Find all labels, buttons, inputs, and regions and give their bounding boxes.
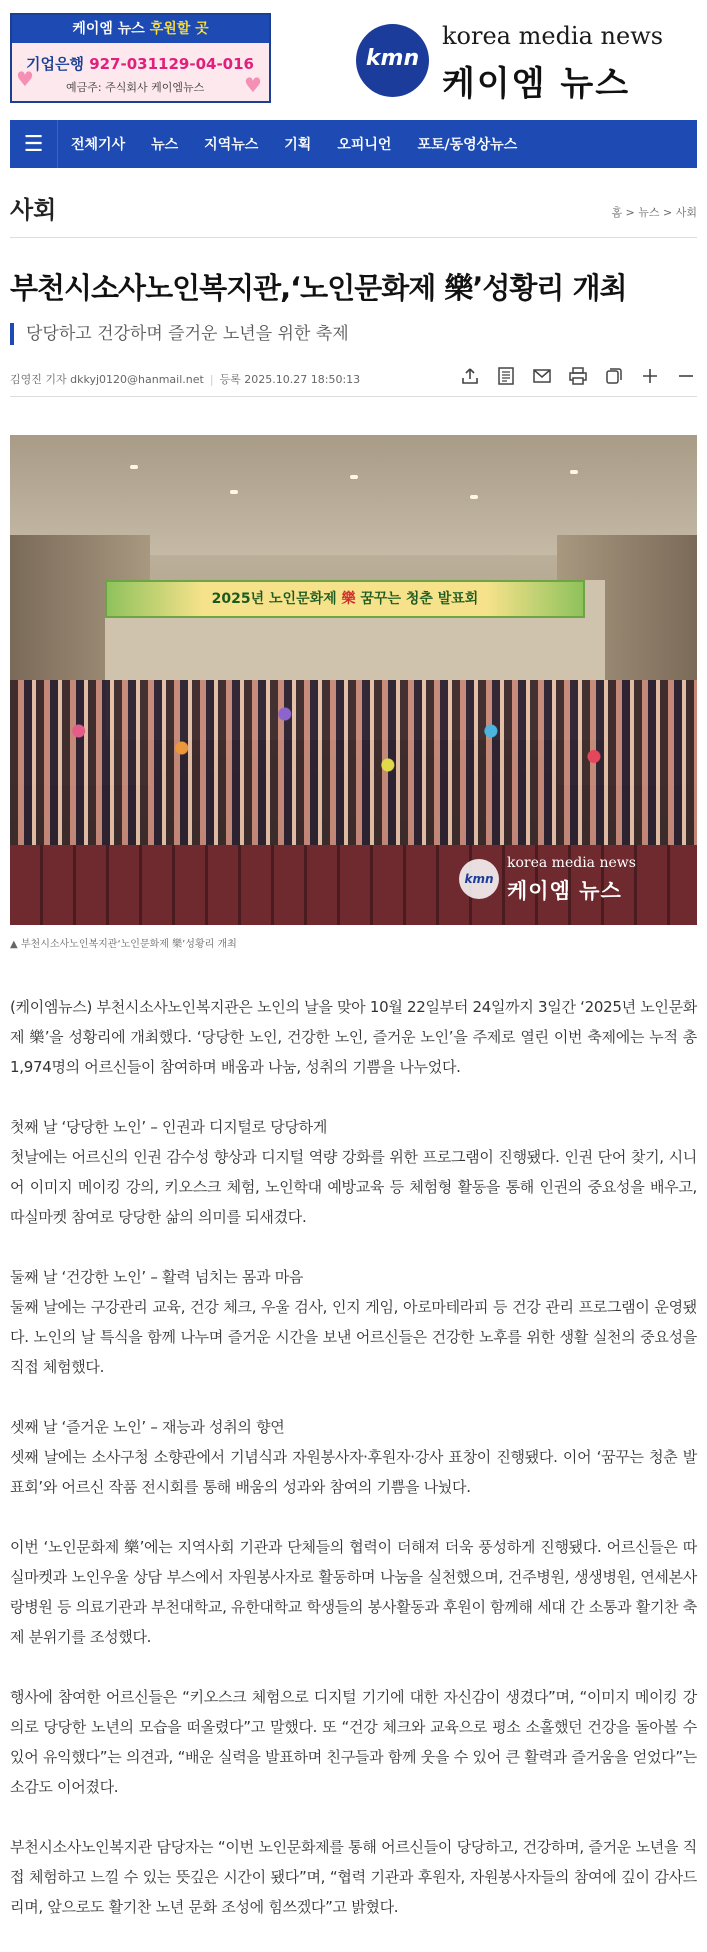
logo-english: korea media news [442, 22, 664, 50]
sponsor-ad-banner[interactable] [10, 13, 271, 103]
article [10, 266, 697, 1922]
heart-icon: ♥ [16, 67, 34, 91]
logo-badge: kmn [356, 24, 429, 97]
ad-account-holder: 예금주: 주식회사 케이엠뉴스 [66, 81, 205, 94]
paragraph: 첫째 날 ‘당당한 노인’ – 인권과 디지털로 당당하게 첫날에는 어르신의 인권 감수성 향상과 디지털 역량 강화를 위한 프로그램이 진행됐다. 인권 단어 찾기, 시니어 이미지 메이킹 강의, 키오스크 체험, 노인학대 예방교육 등 체험형 활동을 통해 인권의 중요성을 배우고, 따실마켓 참여로 당당한 삶의 의미를 되새겼다. [10, 1118, 697, 1226]
paragraph: 행사에 참여한 어르신들은 “키오스크 체험으로 디지털 기기에 대한 자신감이 생겼다”며, “이미지 메이킹 강의로 당당한 노년의 모습을 떠올렸다”고 말했다. 또 “건강 체크와 교육으로 평소 소홀했던 건강을 돌아볼 수 있어 유익했다”는 의견과, “배운 실력을 발표하며 친구들과 함께 웃을 수 있어 큰 활력과 즐거움을 얻었다”는 소감도 이어졌다. [10, 1688, 697, 1796]
font-down-icon[interactable] [675, 365, 697, 387]
photo-crowd [10, 680, 697, 850]
article-photo[interactable] [10, 435, 697, 925]
section-title: 사회 [10, 196, 57, 224]
ceiling-light [470, 495, 478, 499]
paragraph: 이번 ‘노인문화제 樂’에는 지역사회 기관과 단체들의 협력이 더해져 더욱 풍성하게 진행됐다. 어르신들은 따실마켓과 노인우울 상담 부스에서 자원봉사자로 활동하며 나눔을 실천했으며, 건주병원, 생생병원, 연세본사랑병원 등 의료기관과 부천대학교, 유한대학교 학생들의 봉사활동과 후원이 함께해 세대 간 소통과 활기찬 축제 분위기를 조성했다. [10, 1538, 697, 1646]
ceiling-light [230, 490, 238, 494]
ad-title: 케이엠 뉴스 후원할 곳 [12, 15, 269, 43]
article-meta [10, 361, 697, 397]
paragraph: 둘째 날 ‘건강한 노인’ – 활력 넘치는 몸과 마음 둘째 날에는 구강관리 교육, 건강 체크, 우울 검사, 인지 게임, 아로마테라피 등 건강 관리 프로그램이 운영됐다. 노인의 날 특식을 함께 나누며 즐거운 시간을 보낸 어르신들은 건강한 노후를 위한 생활 실천의 중요성을 직접 체험했다. [10, 1268, 697, 1376]
copy-icon[interactable] [603, 365, 625, 387]
site-header [0, 0, 707, 120]
paragraph: (케이엠뉴스) 부천시소사노인복지관은 노인의 날을 맞아 10월 22일부터 24일까지 3일간 ‘2025년 노인문화제 樂’을 성황리에 개최했다. ‘당당한 노인, 건강한 노인, 즐거운 노인’을 주제로 열린 이번 축제에는 누적 총 1,974명의 어르신들이 참여하며 배움과 나눔, 성취의 기쁨을 나누었다. [10, 998, 697, 1076]
ceiling-light [350, 475, 358, 479]
ceiling-light [130, 465, 138, 469]
mail-icon[interactable] [531, 365, 553, 387]
menu-icon[interactable]: ☰ [10, 120, 58, 168]
article-headline: 부천시소사노인복지관,‘노인문화제 樂’성황리 개최 [10, 271, 627, 305]
photo-banner-text: 2025년 노인문화제 樂 꿈꾸는 청춘 발표회 [211, 591, 479, 607]
nav-item-local-news[interactable]: 지역뉴스 [204, 137, 259, 153]
photo-watermark [459, 855, 669, 905]
article-tools [459, 365, 697, 387]
watermark-badge: kmn [459, 859, 499, 899]
share-icon[interactable] [459, 365, 481, 387]
breadcrumb[interactable]: 홈 > 뉴스 > 사회 [611, 206, 697, 219]
nav-item-opinion[interactable]: 오피니언 [337, 137, 392, 153]
watermark-korean: 케이엠 뉴스 [507, 879, 622, 903]
main-nav [10, 120, 697, 168]
nav-item-all-articles[interactable]: 전체기사 [71, 137, 126, 153]
site-logo[interactable] [356, 18, 664, 104]
font-up-icon[interactable] [639, 365, 661, 387]
section-bar [10, 168, 697, 238]
article-body [10, 992, 697, 1922]
author: 김영진 기자 dkkyj0120@hanmail.net [10, 373, 204, 386]
ad-bank-account: 기업은행 927-031129-04-016 [26, 55, 254, 73]
photo-stage-banner [105, 580, 585, 618]
nav-item-news[interactable]: 뉴스 [151, 137, 179, 153]
watermark-english: korea media news [507, 855, 636, 871]
publish-date: 등록 2025.10.27 18:50:13 [219, 373, 361, 386]
heart-icon: ♥ [244, 73, 262, 97]
article-subtitle: 당당하고 건강하며 즐거운 노년을 위한 축제 [10, 323, 697, 345]
byline: 김영진 기자 dkkyj0120@hanmail.net | 등록 2025.10.27 18:50:13 [10, 373, 361, 386]
paragraph: 부천시소사노인복지관 담당자는 “이번 노인문화제를 통해 어르신들이 당당하고, 건강하며, 즐거운 노년을 직접 체험하고 느낄 수 있는 뜻깊은 시간이 됐다”며, “협력 기관과 후원자, 자원봉사자들의 참여에 깊이 감사드리며, 앞으로도 활기찬 노년 문화 조성에 힘쓰겠다”고 밝혔다. [10, 1838, 697, 1916]
photo-caption: ▲ 부천시소사노인복지관‘노인문화제 樂’성황리 개최 [10, 939, 237, 950]
list-icon[interactable] [495, 365, 517, 387]
nav-item-photo-video[interactable]: 포토/동영상뉴스 [417, 137, 518, 153]
paragraph: 셋째 날 ‘즐거운 노인’ – 재능과 성취의 향연 셋째 날에는 소사구청 소향관에서 기념식과 자원봉사자·후원자·강사 표창이 진행됐다. 이어 ‘꿈꾸는 청춘 발표회’와 어르신 작품 전시회를 통해 배움의 성과와 참여의 기쁨을 나눴다. [10, 1418, 697, 1496]
print-icon[interactable] [567, 365, 589, 387]
logo-korean: 케이엠 뉴스 [442, 64, 631, 104]
ceiling-light [570, 470, 578, 474]
nav-item-feature[interactable]: 기획 [284, 137, 312, 153]
